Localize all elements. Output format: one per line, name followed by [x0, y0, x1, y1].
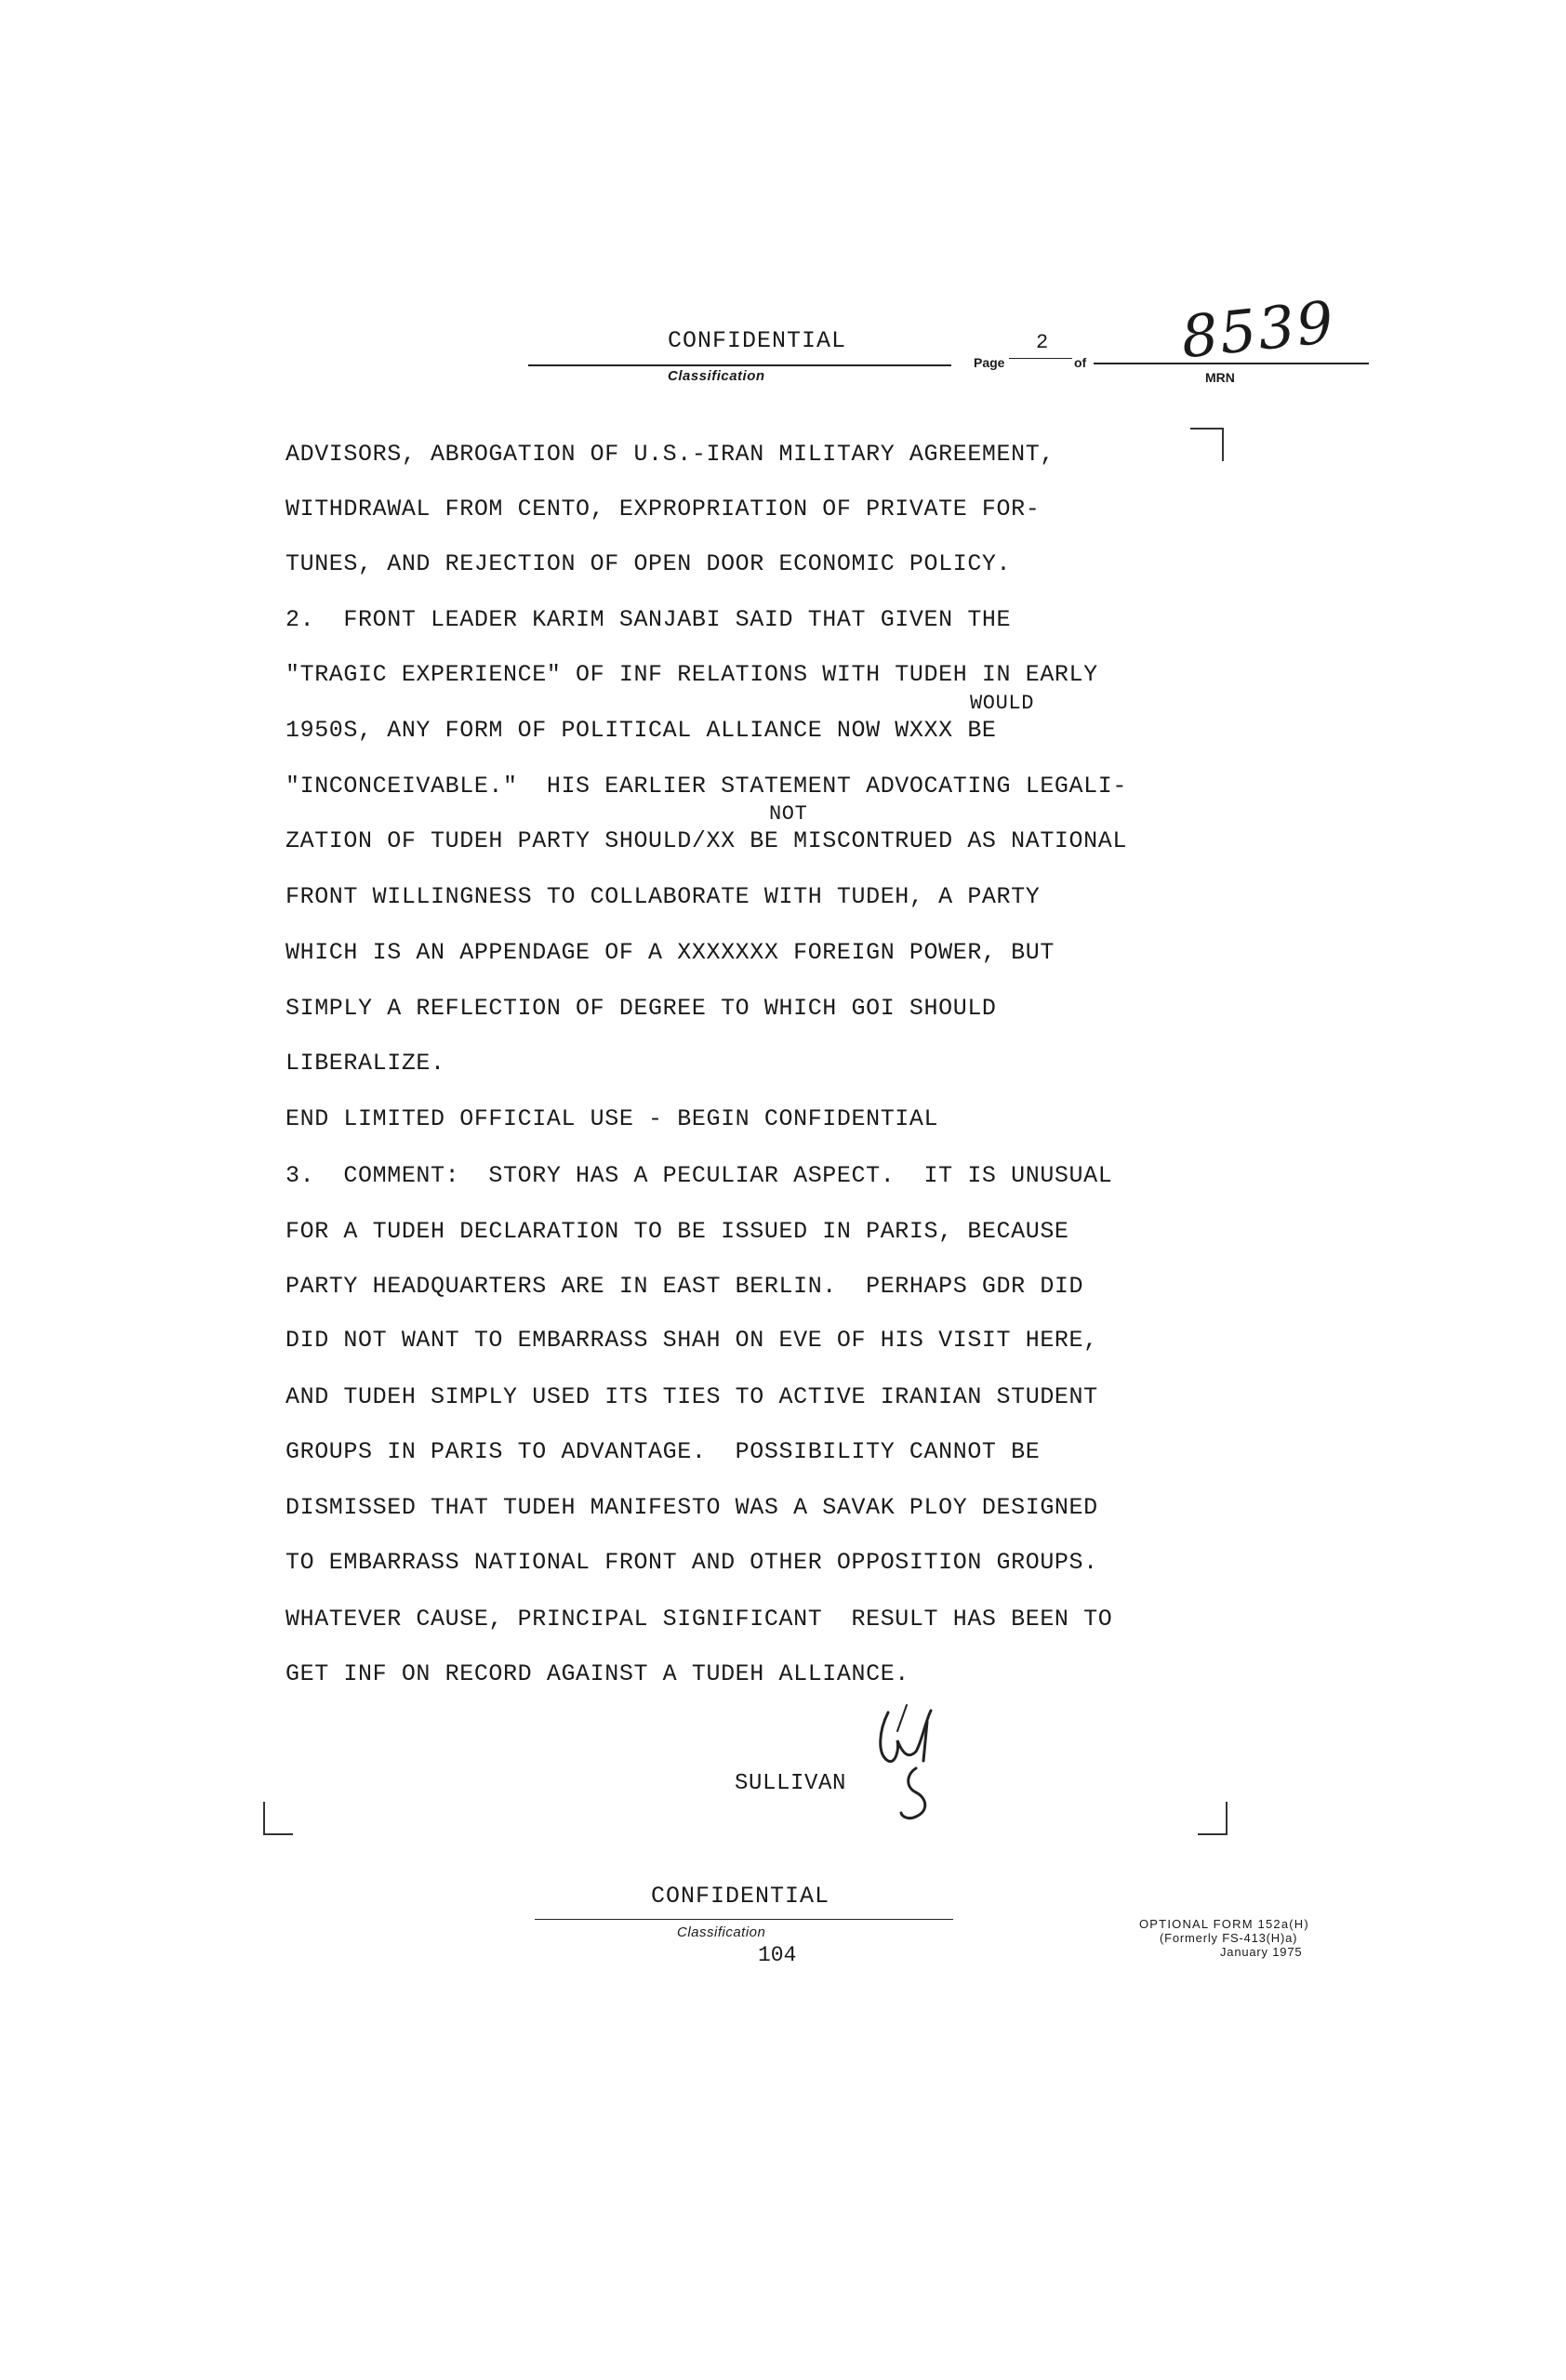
form-former-number-line: (Formerly FS-413(H)a): [1160, 1931, 1298, 1945]
body-line: WITHDRAWAL FROM CENTO, EXPROPRIATION OF PRIVATE FOR-: [285, 496, 1041, 522]
body-line: 1950S, ANY FORM OF POLITICAL ALLIANCE NOW WXXX BE: [285, 717, 997, 744]
form-date-line: January 1975: [1220, 1945, 1303, 1959]
body-line: PARTY HEADQUARTERS ARE IN EAST BERLIN. PERHAPS GDR DID: [285, 1273, 1084, 1300]
handwritten-initials-signature: [851, 1703, 953, 1824]
mrn-caption: MRN: [1205, 370, 1235, 385]
body-line: LIBERALIZE.: [285, 1050, 445, 1077]
form-number-line: OPTIONAL FORM 152a(H): [1139, 1917, 1309, 1931]
body-line: DID NOT WANT TO EMBARRASS SHAH ON EVE OF HIS VISIT HERE,: [285, 1327, 1098, 1354]
footer-classification-rule: [535, 1919, 953, 1920]
body-line: DISMISSED THAT TUDEH MANIFESTO WAS A SAVAK PLOY DESIGNED: [285, 1494, 1098, 1521]
body-line: "TRAGIC EXPERIENCE" OF INF RELATIONS WITH TUDEH IN EARLY: [285, 661, 1098, 688]
body-line: 3. COMMENT: STORY HAS A PECULIAR ASPECT. IT IS UNUSUAL: [285, 1162, 1113, 1189]
header-classification-caption: Classification: [668, 368, 765, 384]
footer-page-number: 104: [758, 1943, 797, 1967]
insertion-not: NOT: [769, 802, 808, 826]
body-line: WHICH IS AN APPENDAGE OF A XXXXXXX FOREIGN POWER, BUT: [285, 939, 1055, 966]
body-line: "INCONCEIVABLE." HIS EARLIER STATEMENT ADVOCATING LEGALI-: [285, 773, 1127, 800]
of-label: of: [1074, 355, 1087, 370]
body-line: WHATEVER CAUSE, PRINCIPAL SIGNIFICANT RESULT HAS BEEN TO: [285, 1606, 1113, 1633]
body-line: TUNES, AND REJECTION OF OPEN DOOR ECONOMIC POLICY.: [285, 550, 1012, 577]
signature-name: SULLIVAN: [735, 1771, 847, 1796]
body-line: TO EMBARRASS NATIONAL FRONT AND OTHER OPPOSITION GROUPS.: [285, 1549, 1098, 1576]
body-line: FRONT WILLINGNESS TO COLLABORATE WITH TUDEH, A PARTY: [285, 883, 1041, 910]
body-line: SIMPLY A REFLECTION OF DEGREE TO WHICH GOI SHOULD: [285, 995, 997, 1022]
footer-classification: CONFIDENTIAL: [651, 1883, 830, 1910]
page-number: 2: [1036, 331, 1049, 354]
body-line: ADVISORS, ABROGATION OF U.S.-IRAN MILITARY AGREEMENT,: [285, 441, 1055, 468]
body-line: GET INF ON RECORD AGAINST A TUDEH ALLIANCE.: [285, 1660, 909, 1687]
mrn-number: 8539: [1177, 287, 1339, 372]
insertion-would: WOULD: [970, 692, 1035, 715]
body-line: AND TUDEH SIMPLY USED ITS TIES TO ACTIVE IRANIAN STUDENT: [285, 1383, 1098, 1410]
header-classification: CONFIDENTIAL: [668, 327, 847, 354]
bottom-right-corner-mark: [1198, 1802, 1228, 1835]
body-line: 2. FRONT LEADER KARIM SANJABI SAID THAT GIVEN THE: [285, 606, 1012, 633]
header-classification-rule: [528, 364, 951, 366]
page-number-rule: [1009, 358, 1072, 359]
top-right-corner-mark: [1190, 428, 1224, 461]
body-line: END LIMITED OFFICIAL USE - BEGIN CONFIDENTIAL: [285, 1105, 939, 1132]
bottom-left-corner-mark: [263, 1802, 293, 1835]
page-label: Page: [974, 355, 1005, 370]
footer-classification-caption: Classification: [677, 1924, 766, 1940]
body-line: ZATION OF TUDEH PARTY SHOULD/XX BE MISCONTRUED AS NATIONAL: [285, 827, 1127, 854]
body-line: GROUPS IN PARIS TO ADVANTAGE. POSSIBILITY CANNOT BE: [285, 1438, 1041, 1465]
body-line: FOR A TUDEH DECLARATION TO BE ISSUED IN PARIS, BECAUSE: [285, 1218, 1069, 1245]
